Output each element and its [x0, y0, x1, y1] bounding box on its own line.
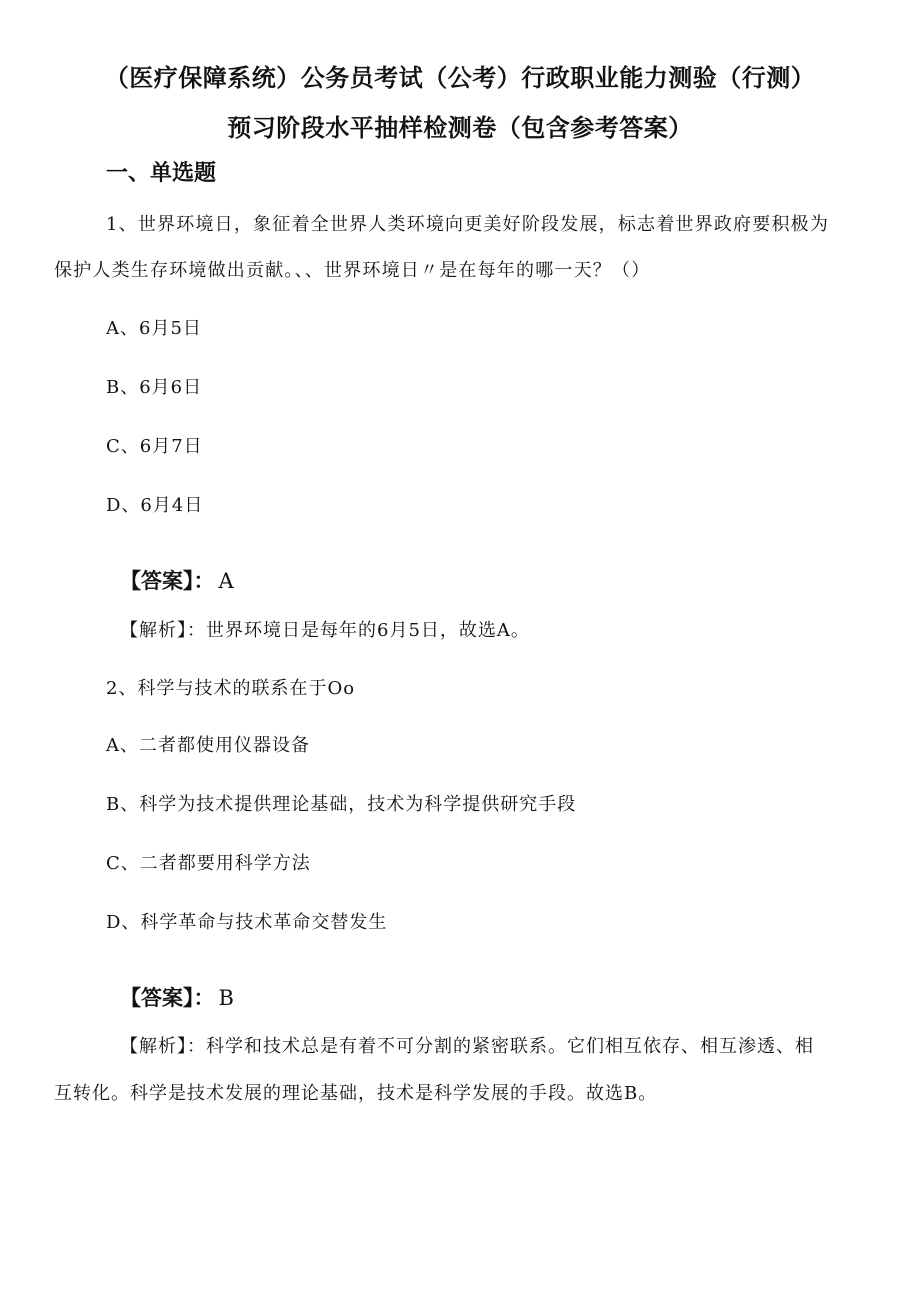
question-2-option-b: B、科学为技术提供理论基础，技术为科学提供研究手段 — [106, 794, 577, 815]
explanation-text: ：科学和技术总是有着不可分割的紧密联系。它们相互依存、相互渗透、相 — [187, 1036, 814, 1057]
question-2-explanation-line-1 — [120, 1034, 814, 1060]
question-1-option-a: A、6月5日 — [106, 318, 202, 339]
explanation-tag: 【解析】 — [120, 620, 187, 641]
document-title-line-2: 预习阶段水平抽样检测卷（包含参考答案） — [227, 114, 693, 142]
question-1-answer — [120, 566, 234, 596]
question-2-explanation-line-2: 互转化。科学是技术发展的理论基础，技术是科学发展的手段。故选B。 — [54, 1083, 658, 1104]
question-1-option-d: D、6月4日 — [106, 495, 204, 516]
section-heading: 一、单选题 — [106, 161, 217, 186]
answer-label: 【答案】： — [120, 569, 215, 593]
explanation-tag: 【解析】 — [120, 1036, 187, 1057]
question-1-stem-line-1: 1、世界环境日，象征着全世界人类环境向更美好阶段发展，标志着世界政府要积极为 — [106, 214, 830, 235]
question-2-stem: 2、科学与技术的联系在于Oo — [106, 678, 356, 699]
answer-label: 【答案】： — [120, 986, 215, 1010]
question-2-option-d: D、科学革命与技术革命交替发生 — [106, 912, 388, 933]
question-1-option-c: C、6月7日 — [106, 436, 203, 457]
document-title-line-1: （医疗保障系统）公务员考试（公考）行政职业能力测验（行测） — [104, 64, 816, 92]
answer-value: B — [218, 986, 234, 1010]
question-1-option-b: B、6月6日 — [106, 377, 203, 398]
question-1-explanation — [120, 618, 530, 644]
question-2-option-c: C、二者都要用科学方法 — [106, 853, 311, 874]
answer-value: A — [218, 569, 234, 593]
question-2-answer — [120, 983, 234, 1013]
question-1-stem-line-2: 保护人类生存环境做出贡献。、、世界环境日〃是在每年的哪一天？（） — [54, 260, 651, 281]
question-2-option-a: A、二者都使用仪器设备 — [106, 735, 310, 756]
explanation-text: ：世界环境日是每年的6月5日，故选A。 — [187, 620, 530, 641]
